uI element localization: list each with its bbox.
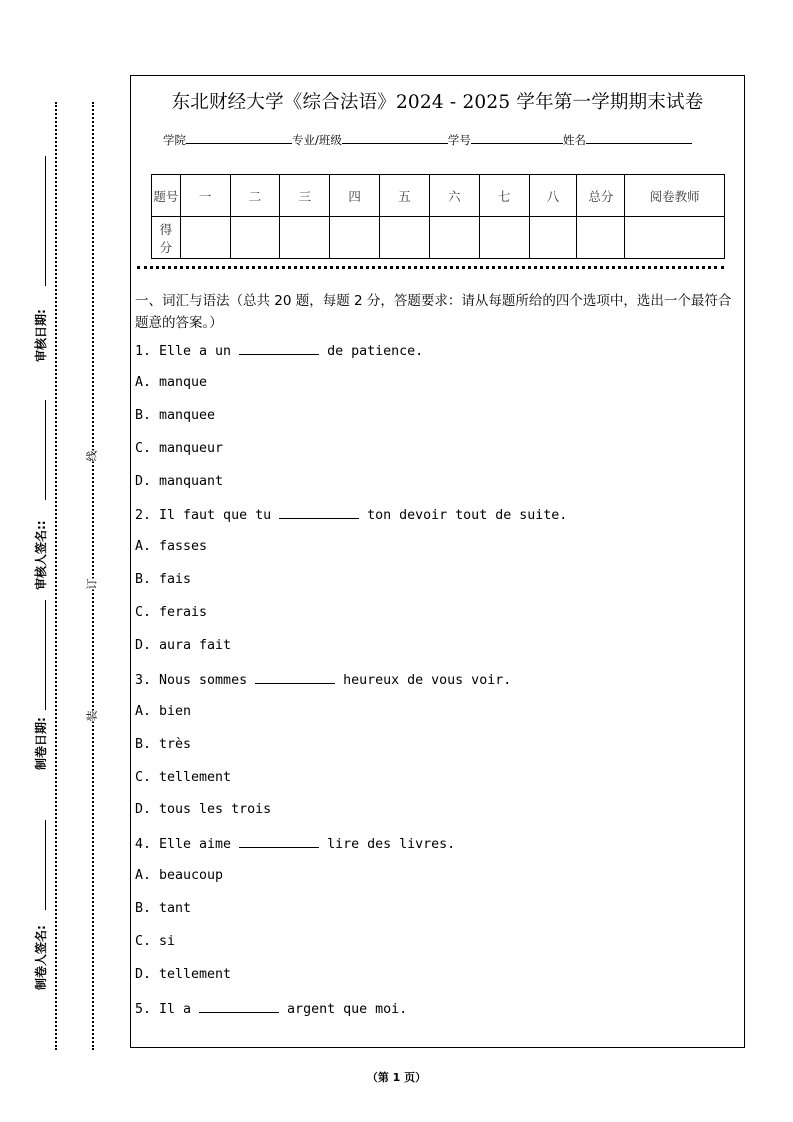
major-label: 专业/班级 xyxy=(292,133,342,147)
question-text-before: 1. Elle a un xyxy=(135,344,240,359)
maker-sign-label: 制卷人签名: xyxy=(34,925,48,990)
answer-option[interactable]: B. tant xyxy=(135,901,192,917)
seal-dotted-line xyxy=(92,102,94,1050)
question-stem xyxy=(135,835,735,868)
answer-option[interactable]: B. très xyxy=(135,736,192,752)
answer-option[interactable]: C. si xyxy=(135,934,176,950)
question-stem xyxy=(135,1000,735,1033)
answer-option[interactable]: C. ferais xyxy=(135,605,208,621)
answer-option[interactable]: D. tous les trois xyxy=(135,802,272,818)
question-stem xyxy=(135,342,735,375)
college-label: 学院 xyxy=(163,133,186,147)
page-footer: （第 1 页） xyxy=(366,1071,427,1084)
col-3: 三 xyxy=(280,175,330,217)
reviewer-sign-underline xyxy=(45,400,46,500)
col-5: 五 xyxy=(380,175,430,217)
reviewer-sign-label: 审核人签名:: xyxy=(34,520,48,590)
review-date-label: 审核日期: xyxy=(34,309,48,362)
score-cell[interactable] xyxy=(380,217,430,259)
answer-option[interactable]: A. manque xyxy=(135,374,208,390)
score-table-header-row xyxy=(152,175,725,217)
col-1: 一 xyxy=(180,175,230,217)
score-table xyxy=(151,174,725,259)
col-4: 四 xyxy=(330,175,380,217)
score-cell[interactable] xyxy=(479,217,529,259)
question-text-before: 4. Elle aime xyxy=(135,837,240,853)
name-label: 姓名 xyxy=(562,133,586,147)
question-text-before: 2. Il faut que tu xyxy=(135,508,280,524)
answer-option[interactable]: A. bien xyxy=(135,703,192,719)
answer-option[interactable]: B. fais xyxy=(135,572,192,588)
col-2: 二 xyxy=(230,175,280,217)
question-text-before: 5. Il a xyxy=(135,1001,200,1017)
question-text-after: heureux de vous voir. xyxy=(335,672,512,688)
score-cell[interactable] xyxy=(577,217,625,259)
make-date-underline xyxy=(45,600,46,710)
exam-title: 东北财经大学《综合法语》2024 - 2025 学年第一学期期末试卷 xyxy=(171,92,704,113)
major-field[interactable] xyxy=(342,133,448,144)
score-cell[interactable] xyxy=(330,217,380,259)
score-cell[interactable] xyxy=(429,217,479,259)
binding-margin xyxy=(0,90,99,1050)
score-cell[interactable] xyxy=(529,217,577,259)
college-field[interactable] xyxy=(186,133,292,144)
score-cell[interactable] xyxy=(625,217,725,259)
seal-char-zhuang: 装 xyxy=(85,710,99,722)
answer-blank[interactable] xyxy=(199,1000,279,1013)
answer-option[interactable]: C. manqueur xyxy=(135,440,224,456)
answer-option[interactable]: D. aura fait xyxy=(135,638,232,654)
maker-sign-underline xyxy=(45,820,46,910)
question-list xyxy=(135,342,735,1033)
answer-option[interactable]: C. tellement xyxy=(135,769,232,785)
exam-frame xyxy=(130,75,745,1048)
question-text-after: ton devoir tout de suite. xyxy=(359,508,568,524)
score-cell[interactable] xyxy=(230,217,280,259)
answer-option[interactable]: B. manquee xyxy=(135,407,216,423)
col-6: 六 xyxy=(429,175,479,217)
score-cell[interactable] xyxy=(280,217,330,259)
header-label-cell: 题号 xyxy=(152,175,181,217)
score-label-cell: 得分 xyxy=(152,217,181,259)
col-grader: 阅卷教师 xyxy=(625,175,725,217)
make-date-label: 制卷日期: xyxy=(34,717,48,770)
student-id-field[interactable] xyxy=(471,133,563,144)
col-8: 八 xyxy=(529,175,577,217)
seal-char-ding: 订 xyxy=(85,578,99,590)
name-field[interactable] xyxy=(586,133,692,144)
question-stem xyxy=(135,671,735,704)
section-divider xyxy=(137,266,724,269)
question-stem xyxy=(135,506,735,539)
col-total: 总分 xyxy=(577,175,625,217)
answer-option[interactable]: D. manquant xyxy=(135,473,224,489)
answer-blank[interactable] xyxy=(279,506,359,519)
question-text-after: lire des livres. xyxy=(319,837,456,853)
review-date-underline xyxy=(45,156,46,286)
answer-option[interactable]: A. beaucoup xyxy=(135,868,224,884)
answer-blank[interactable] xyxy=(255,671,335,684)
student-id-label: 学号 xyxy=(447,133,471,147)
answer-option[interactable]: D. tellement xyxy=(135,966,232,982)
question-text-before: 3. Nous sommes xyxy=(135,672,256,688)
section-instruction: 一、词汇与语法（总共 20 题，每题 2 分，答题要求：请从每题所给的四个选项中，选出一个最符合题意的答案。） xyxy=(135,293,732,331)
col-7: 七 xyxy=(479,175,529,217)
student-info-line xyxy=(163,132,692,148)
answer-blank[interactable] xyxy=(239,342,319,355)
answer-blank[interactable] xyxy=(239,835,319,848)
seal-char-xian: 线 xyxy=(85,450,99,462)
question-section xyxy=(135,290,735,1033)
score-table-score-row xyxy=(152,217,725,259)
answer-option[interactable]: A. fasses xyxy=(135,539,208,555)
question-text-after: de patience. xyxy=(319,344,424,359)
outer-dotted-line xyxy=(55,102,57,1050)
question-text-after: argent que moi. xyxy=(279,1001,408,1017)
score-cell[interactable] xyxy=(180,217,230,259)
